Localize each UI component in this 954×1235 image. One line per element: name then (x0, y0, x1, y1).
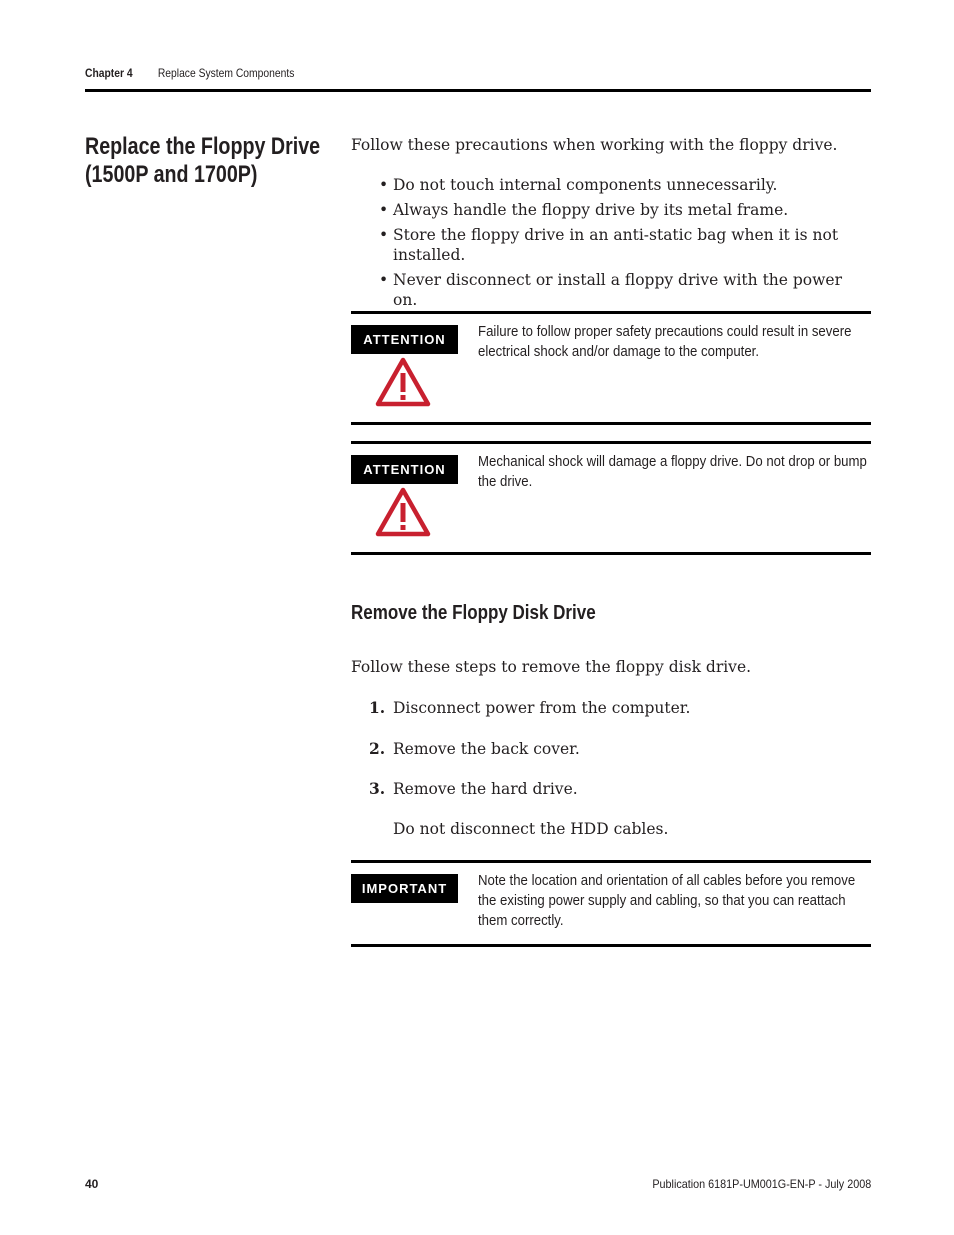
attention-notice-2 (351, 441, 871, 555)
list-item: • Never disconnect or install a floppy drive with the power on. (379, 270, 869, 310)
list-item: • Always handle the floppy drive by its metal frame. (379, 200, 869, 220)
warning-triangle-icon (375, 357, 431, 407)
chapter-label: Chapter 4 (85, 66, 133, 80)
step-note: Do not disconnect the HDD cables. (393, 820, 669, 838)
step-item (369, 779, 578, 798)
running-header (85, 66, 294, 80)
warning-triangle-icon (375, 487, 431, 537)
section-title (85, 133, 320, 189)
section-title-line-2: (1500P and 1700P) (85, 161, 258, 188)
precautions-intro: Follow these precautions when working with the floppy drive. (351, 136, 838, 154)
step-text: Remove the back cover. (393, 740, 580, 758)
section-title-line-1: Replace the Floppy Drive (85, 133, 321, 160)
attention-text: Failure to follow proper safety precautions could result in severe electrical shock and/or damage to the computer. (478, 323, 852, 360)
attention-text: Mechanical shock will damage a floppy drive. Do not drop or bump the drive. (478, 453, 867, 490)
attention-notice-1 (351, 311, 871, 425)
precautions-list (379, 175, 869, 315)
list-item: • Store the floppy drive in an anti-static bag when it is not installed. (379, 225, 869, 265)
step-item (369, 739, 580, 758)
important-badge: IMPORTANT (351, 874, 458, 903)
page-number: 40 (85, 1177, 99, 1191)
important-text: Note the location and orientation of all cables before you remove the existing power supply and cabling, so that you can reattach them correctly. (478, 872, 856, 929)
step-number: 3. (369, 779, 386, 798)
attention-badge: ATTENTION (351, 325, 458, 354)
step-text: Disconnect power from the computer. (393, 699, 691, 717)
important-notice (351, 860, 871, 947)
step-number: 1. (369, 698, 386, 717)
attention-badge: ATTENTION (351, 455, 458, 484)
steps-intro: Follow these steps to remove the floppy disk drive. (351, 658, 752, 676)
step-text: Remove the hard drive. (393, 780, 578, 798)
list-item: • Do not touch internal components unnecessarily. (379, 175, 869, 195)
chapter-title: Replace System Components (157, 66, 295, 80)
step-number: 2. (369, 739, 386, 758)
publication-info: Publication 6181P-UM001G-EN-P - July 2008 (652, 1177, 871, 1191)
header-rule (85, 89, 871, 92)
step-item (369, 698, 690, 717)
subsection-title: Remove the Floppy Disk Drive (351, 602, 596, 624)
